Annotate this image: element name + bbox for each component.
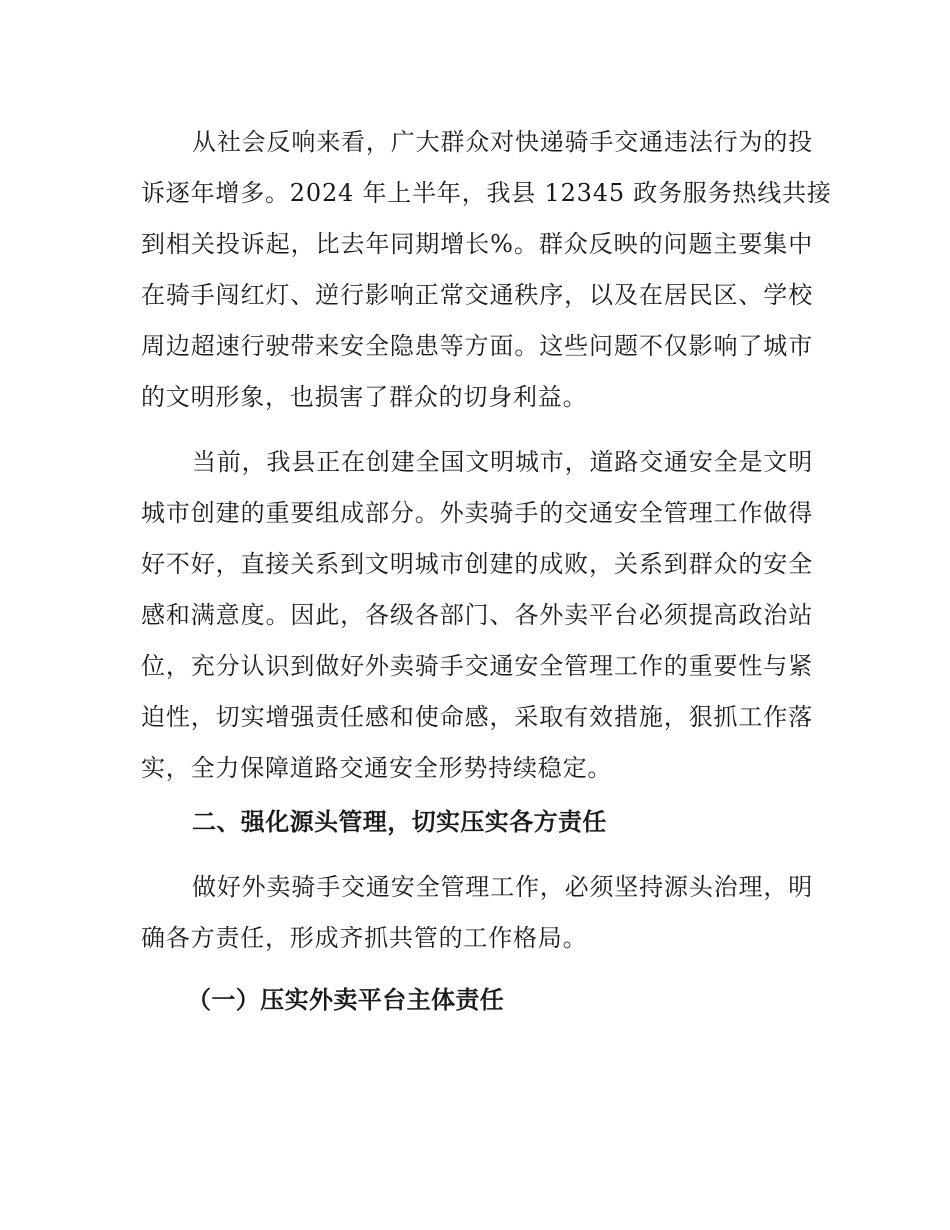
paragraph-1-line-4: 在骑手闯红灯、逆行影响正常交通秩序，以及在居民区、学校 xyxy=(141,281,813,309)
paragraph-3-line-1: 做好外卖骑手交通安全管理工作，必须坚持源头治理，明 xyxy=(192,873,813,901)
paragraph-1-line-1: 从社会反响来看，广大群众对快递骑手交通违法行为的投 xyxy=(192,128,813,156)
paragraph-2-line-2: 城市创建的重要组成部分。外卖骑手的交通安全管理工作做得 xyxy=(141,499,813,527)
paragraph-2-line-6: 迫性，切实增强责任感和使命感，采取有效措施，狠抓工作落 xyxy=(141,703,813,731)
paragraph-3-line-2: 确各方责任，形成齐抓共管的工作格局。 xyxy=(141,924,588,952)
paragraph-1-line-5: 周边超速行驶带来安全隐患等方面。这些问题不仅影响了城市 xyxy=(141,332,813,360)
section-heading-two: 二、强化源头管理，切实压实各方责任 xyxy=(192,808,607,836)
paragraph-1-line-3: 到相关投诉起，比去年同期增长%。群众反映的问题主要集中 xyxy=(141,230,813,258)
paragraph-2-line-5: 位，充分认识到做好外卖骑手交通安全管理工作的重要性与紧 xyxy=(141,652,813,680)
paragraph-2-line-3: 好不好，直接关系到文明城市创建的成败，关系到群众的安全 xyxy=(141,550,813,578)
paragraph-2-line-4: 感和满意度。因此，各级各部门、各外卖平台必须提高政治站 xyxy=(141,601,813,629)
paragraph-1-line-2: 诉逐年增多。2024 年上半年，我县 12345 政务服务热线共接 xyxy=(141,179,832,207)
subsection-heading-one: （一）压实外卖平台主体责任 xyxy=(187,986,505,1014)
paragraph-2-line-7: 实，全力保障道路交通安全形势持续稳定。 xyxy=(141,754,613,782)
paragraph-1-line-6: 的文明形象，也损害了群众的切身利益。 xyxy=(141,383,588,411)
paragraph-2-line-1: 当前，我县正在创建全国文明城市，道路交通安全是文明 xyxy=(192,448,813,476)
